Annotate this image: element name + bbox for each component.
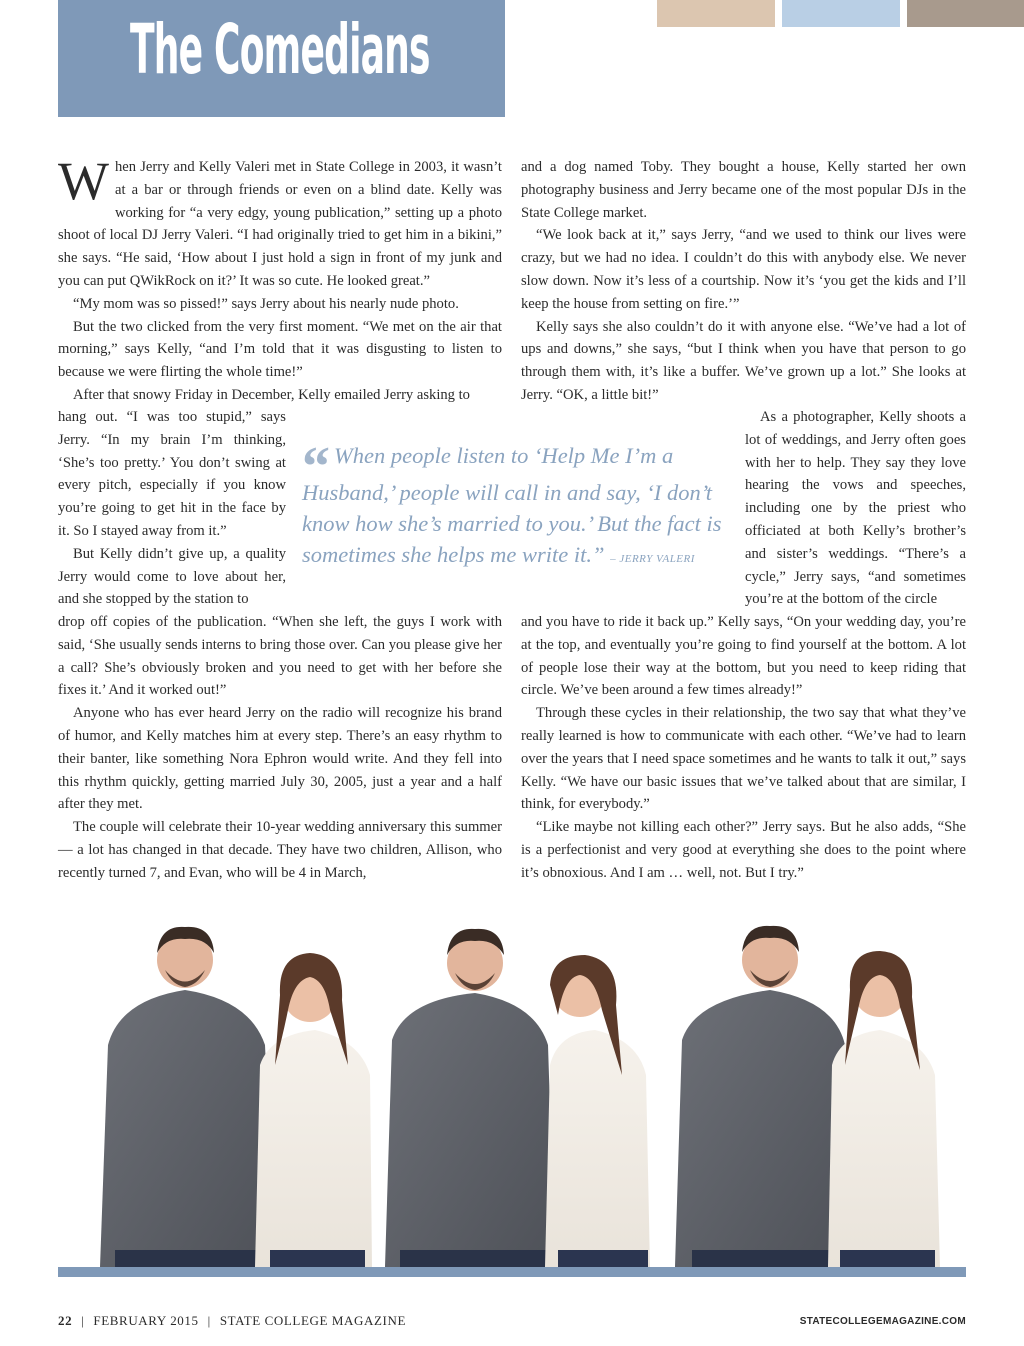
paragraph: drop off copies of the publication. “When she left, the guys I work with said, ‘She usually sends interns to bring those over. Can you please give her a call? She’s obviously broken and you need to get with her before she fixes it.’ And it worked out!” — [58, 614, 502, 699]
publication-name: STATE COLLEGE MAGAZINE — [219, 1313, 407, 1328]
paragraph: But Kelly didn’t give up, a quality Jerry would come to love about her, and she stopped by the station to — [58, 545, 286, 608]
paragraph: “Like maybe not killing each other?” Jerry says. But he also adds, “She is a perfectionist and very good at everything she does to the point where it’s obnoxious. And I am … well, not. But I try.” — [521, 819, 966, 881]
photo-divider-bar — [58, 1267, 966, 1277]
footer-folio — [58, 1313, 406, 1329]
dropcap: W — [58, 151, 109, 211]
accent-swatch-tan — [657, 0, 775, 27]
paragraph: As a photographer, Kelly shoots a lot of weddings, and Jerry often goes with her to help. They say they love hearing the vows and speeches, including one by the priest who officiated at both Kelly’s brother’s and sister’s weddings. “There’s a cycle,” Jerry says, “and sometimes you’re at the bottom of the circle — [745, 409, 966, 608]
pull-quote — [302, 436, 734, 575]
paragraph: When Jerry and Kelly Valeri met in State College in 2003, it wasn’t at a bar or through friends or even on a blind date. Kelly was working for “a very edgy, young publication,” setting up a photo shoot of local DJ Jerry Valeri. “I had originally tried to get him in a bikini,” she says. “He said, ‘How about I just hold a sign in front of my junk and you can put QWikRock on it?’ It was so cute. He looked great.” — [58, 151, 502, 289]
photo-pair-2 — [385, 929, 650, 1267]
paragraph: and you have to ride it back up.” Kelly says, “On your wedding day, you’re at the top, and eventually you’re going to find yourself at the bottom. A lot of people lose their way at the bottom, but you need to keep riding that circle. We’ve been around a few times already!” — [521, 614, 966, 699]
accent-swatch-taupe — [907, 0, 1024, 27]
photo-pair-1 — [100, 927, 372, 1267]
couple-photos-illustration — [80, 915, 972, 1267]
paragraph: hang out. “I was too stupid,” says Jerry. “In my brain I’m thinking, ‘She’s too pretty.’ You don’t swing at every pitch, especially if you know you’re going to get hit in the face by it. So I stayed away from it.” — [58, 409, 286, 539]
paragraph: “My mom was so pissed!” says Jerry about his nearly nude photo. — [73, 295, 459, 312]
couple-photo-strip — [80, 915, 972, 1267]
footer-separator: | — [207, 1313, 211, 1328]
pull-quote-attribution: – JERRY VALERI — [610, 553, 695, 565]
paragraph: “We look back at it,” says Jerry, “and we used to think our lives were crazy, but we had no idea. I couldn’t do this with anybody else. We never slow down. Now it’s less of a courtship. Now it’s ‘you get the kids and I’ll keep the house from setting on fire.’” — [521, 227, 966, 312]
accent-swatch-blue — [782, 0, 900, 27]
paragraph: The couple will celebrate their 10-year wedding anniversary this summer — a lot has changed in that decade. They have two children, Allison, who recently turned 7, and Evan, who will be 4 in March, — [58, 819, 502, 881]
pull-quote-text: When people listen to ‘Help Me I’m a Husband,’ people will call in and say, ‘I don’t know how she’s married to you.’ But the fact is sometimes she helps me write it.” — [302, 443, 722, 567]
article-column-left-continued — [58, 611, 502, 885]
article-column-right — [521, 156, 966, 407]
page-number: 22 — [58, 1313, 73, 1328]
paragraph: Through these cycles in their relationship, the two say that what they’ve really learned is how to communicate with each other. “We’ve had to learn over the years that I need space sometimes and he wants to talk it out,” says Kelly. “We have our basic issues that we’ve talked about that are similar, I think, for everybody.” — [521, 705, 966, 813]
page-title: The Comedians — [130, 10, 430, 90]
article-column-left — [58, 151, 502, 407]
title-banner — [58, 0, 505, 117]
footer-separator: | — [81, 1313, 85, 1328]
paragraph: and a dog named Toby. They bought a house, Kelly started her own photography business and Jerry became one of the most popular DJs in the State College market. — [521, 159, 966, 221]
article-wrap-left — [58, 406, 286, 611]
quote-mark-icon: “ — [302, 436, 330, 498]
paragraph: Kelly says she also couldn’t do it with anyone else. “We’ve had a lot of ups and downs,” she says, “but I think when you have that person to go through them with, it’s like a buffer. We’ve grown up a lot.” She looks at Jerry. “OK, a little bit!” — [521, 318, 966, 403]
article-column-right-continued — [521, 611, 966, 885]
paragraph: After that snowy Friday in December, Kelly emailed Jerry asking to — [73, 386, 470, 403]
photo-pair-3 — [675, 926, 940, 1267]
paragraph: But the two clicked from the very first moment. “We met on the air that morning,” says Kelly, “and I’m told that it was disgusting to listen to because we were flirting the whole time!” — [58, 318, 502, 381]
paragraph: Anyone who has ever heard Jerry on the radio will recognize his brand of humor, and Kelly matches him at every step. There’s an easy rhythm to their banter, like something Nora Ephron would write. And they fell into this rhythm quickly, getting married July 30, 2005, just a year and a half after they met. — [58, 705, 502, 813]
website-url: STATECOLLEGEMAGAZINE.COM — [799, 1316, 966, 1327]
article-wrap-right — [745, 406, 966, 611]
issue-date: FEBRUARY 2015 — [93, 1313, 199, 1328]
